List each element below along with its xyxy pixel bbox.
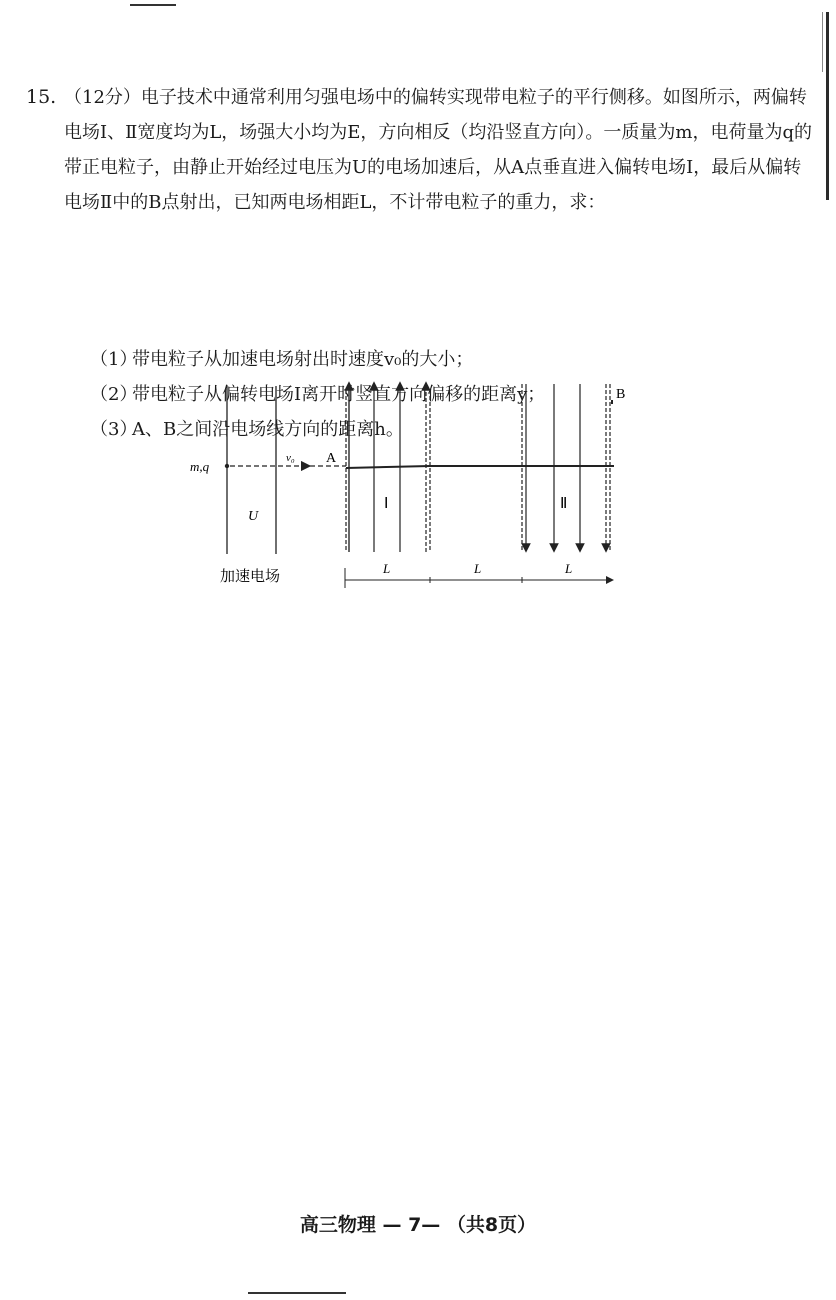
particle-trajectory	[346, 466, 614, 468]
sub-question-number: （1）	[90, 349, 138, 370]
width-label-1: L	[383, 561, 391, 576]
scan-edge	[826, 12, 829, 200]
field-2-label: Ⅱ	[560, 496, 568, 512]
scan-mark	[130, 4, 176, 6]
deflection-field-2	[522, 384, 610, 552]
scan-mark	[248, 1292, 346, 1294]
velocity-label: v₀	[286, 452, 295, 464]
field-1-label: Ⅰ	[384, 496, 389, 512]
accel-field-caption: 加速电场	[220, 567, 281, 585]
question-text: （12分）电子技术中通常利用匀强电场中的偏转实现带电粒子的平行侧移。如图所示，两偏转电场Ⅰ、Ⅱ宽度均为L，场强大小均为E，方向相反（均沿竖直方向）。一质量为m，电荷量为q的带正电粒子，由静止开始经过电压为U的电场加速后，从A点垂直进入偏转电场Ⅰ，最后从偏转电场Ⅱ中的B点射出，已知两电场相距L，不计带电粒子的重力，求：	[64, 87, 813, 213]
question-number: 15.	[26, 86, 57, 108]
voltage-label: U	[248, 509, 259, 524]
sub-question-text: 带电粒子从加速电场射出时速度v₀的大小；	[132, 349, 474, 370]
sub-question-number: （3）	[90, 419, 138, 440]
sub-question-text: A、B之间沿电场线方向的距离h。	[132, 419, 404, 440]
sub-question-text: 带电粒子从偏转电场Ⅰ离开时竖直方向偏移的距离y；	[132, 384, 546, 405]
field-diagram	[180, 372, 640, 592]
particle-dot	[225, 464, 229, 468]
point-a-label: A	[326, 451, 337, 466]
width-label-2: L	[474, 561, 482, 576]
scan-edge	[822, 12, 823, 72]
particle-label: m,q	[190, 459, 210, 474]
deflection-field-1	[346, 386, 430, 552]
sub-question-number: （2）	[90, 384, 138, 405]
page-footer: 高三物理 — 7— （共8页）	[299, 1214, 537, 1236]
question-stem	[64, 80, 816, 220]
width-label-3: L	[565, 561, 573, 576]
point-b-label: B	[616, 387, 626, 402]
